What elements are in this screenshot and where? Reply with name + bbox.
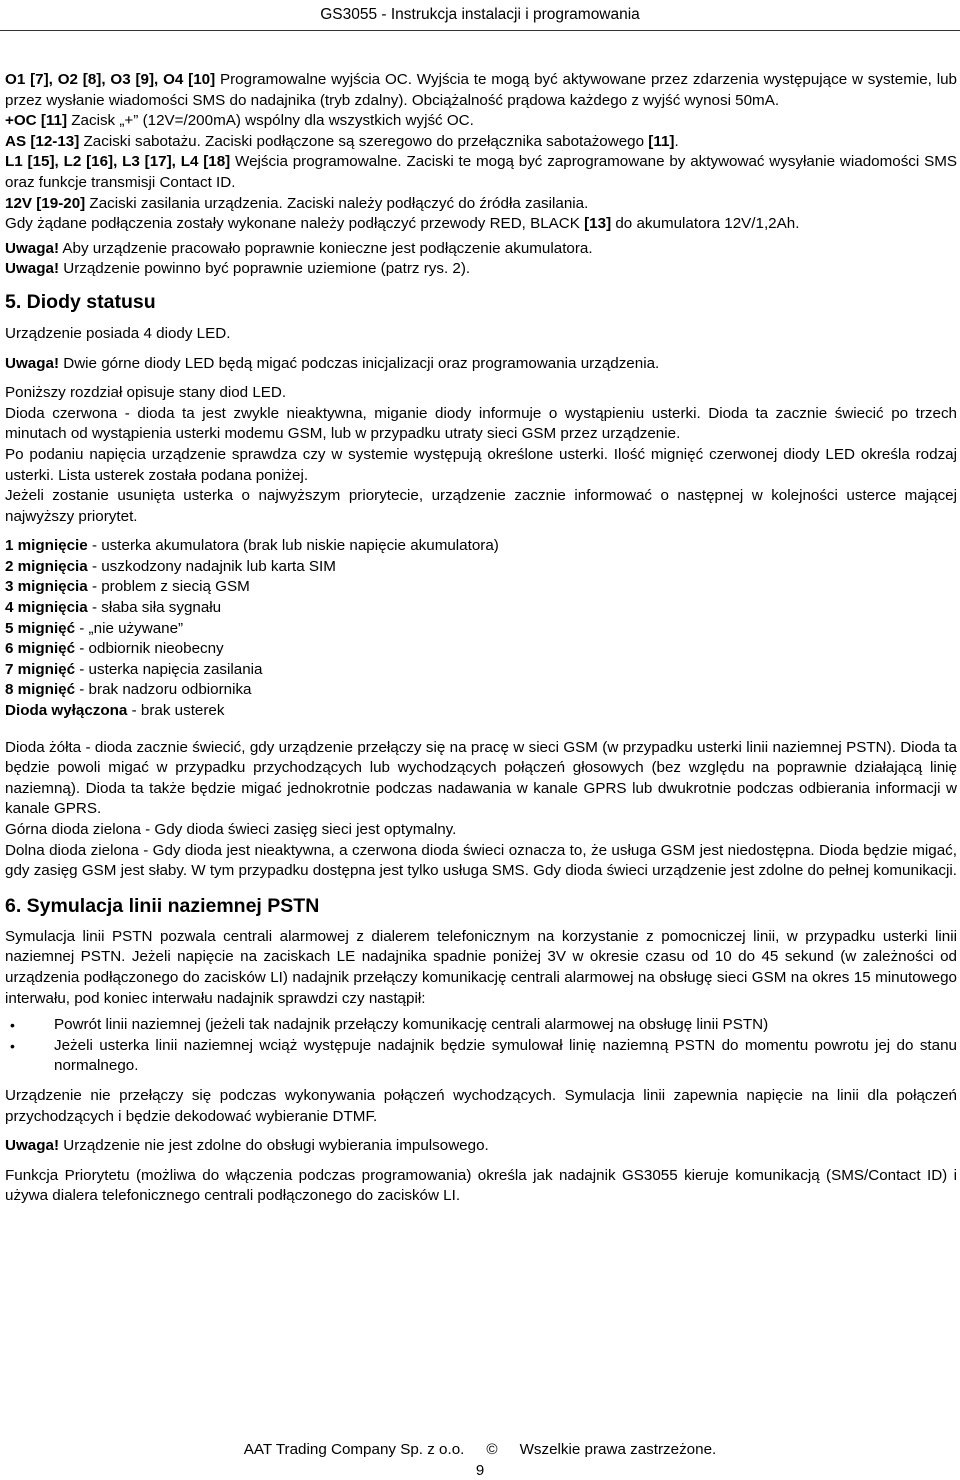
list-item: • Jeżeli usterka linii naziemnej wciąż występuje nadajnik będzie symulował linię naziemną PSTN do momentu powrotu jej do stanu normalnego. bbox=[10, 1036, 957, 1075]
page-footer bbox=[0, 1440, 960, 1460]
warning-label: Uwaga! bbox=[5, 354, 60, 372]
power-terminal-description: 12V [19-20] Zaciski zasilania urządzenia. Zaciski należy podłączyć do źródła zasilania. bbox=[5, 194, 589, 212]
outgoing-calls-note: Urządzenie nie przełączy się podczas wykonywania połączeń wychodzących. Symulacja linii zapewnia napięcie na linii dla połączeń przychodzących i będzie dekodować wybieranie DTMF. bbox=[5, 1086, 957, 1125]
list-item: 3 mignięcia - problem z siecią GSM bbox=[5, 578, 250, 596]
power-terminal-label: 12V [19-20] bbox=[5, 194, 86, 212]
pulse-dialing-warning: Uwaga! Urządzenie nie jest zdolne do obsługi wybierania impulsowego. bbox=[5, 1137, 489, 1155]
list-item: 1 mignięcie - usterka akumulatora (brak lub niskie napięcie akumulatora) bbox=[5, 537, 499, 555]
bottom-green-led-description: Dolna dioda zielona - Gdy dioda jest nieaktywna, a czerwona dioda świeci oznacza to, że usługa GSM jest niedostępna. Dioda będzie migać, gdy zasięg GSM jest słaby. W tym przypadku dostępna jest tylko usługa SMS. Gdy dioda świeci urządzenie jest zdolne do pełnej komunikacji. bbox=[5, 841, 957, 880]
section-5-heading: 5. Diody statusu bbox=[5, 290, 156, 313]
tamper-terminal-description: AS [12-13] Zaciski sabotażu. Zaciski podłączone są szeregowo do przełącznika sabotażowego [11]. bbox=[5, 132, 679, 150]
list-item: 2 mignięcia - uszkodzony nadajnik lub karta SIM bbox=[5, 557, 336, 575]
outputs-label: O1 [7], O2 [8], O3 [9], O4 [10] bbox=[5, 71, 216, 88]
list-item: 7 mignięć - usterka napięcia zasilania bbox=[5, 660, 263, 678]
list-item: 8 mignięć - brak nadzoru odbiornika bbox=[5, 681, 252, 699]
red-led-description: Dioda czerwona - dioda ta jest zwykle nieaktywna, miganie diody informuje o wystąpieniu usterki. Dioda ta zacznie świecić po trzech minutach od wystąpienia usterki modemu GSM, lub w przypadku utraty sieci GSM przez urządzenie. bbox=[5, 404, 957, 443]
company-name: AAT Trading Company Sp. z o.o. bbox=[243, 1441, 465, 1458]
led-count-intro: Urządzenie posiada 4 diody LED. bbox=[5, 324, 231, 342]
page-header bbox=[0, 0, 960, 31]
page-number: 9 bbox=[475, 1462, 485, 1479]
led-states-intro: Poniższy rozdział opisuje stany diod LED. bbox=[5, 384, 287, 402]
battery-warning: Uwaga! Aby urządzenie pracowało poprawnie konieczne jest podłączenie akumulatora. bbox=[5, 239, 593, 257]
bullet-icon: • bbox=[10, 1017, 15, 1034]
yellow-led-description: Dioda żółta - dioda zacznie świecić, gdy urządzenie przełączy się na pracę w sieci GSM (w przypadku usterki linii naziemnej PSTN). Dioda ta będzie powoli migać w przypadku przychodzących lub wychodzących połączeń głosowych (bez względu na poprawnie działającą linię naziemną). Dioda ta także będzie migać jednokrotnie podczas nadawania w kanale GPRS lub dwukrotnie podczas odbierania informacji w kanale GPRS. bbox=[5, 738, 957, 818]
bullet-icon: • bbox=[10, 1037, 15, 1054]
battery-connection-description: Gdy żądane podłączenia zostały wykonane należy podłączyć przewody RED, BLACK [13] do akumulatora 12V/1,2Ah. bbox=[5, 215, 800, 233]
grounding-warning: Uwaga! Urządzenie powinno być poprawnie uziemione (patrz rys. 2). bbox=[5, 260, 471, 278]
list-item: 5 mignięć - „nie używane” bbox=[5, 619, 184, 637]
pstn-check-list bbox=[5, 1015, 957, 1077]
led-blink-warning: Uwaga! Dwie górne diody LED będą migać podczas inicjalizacji oraz programowania urządzenia. bbox=[5, 354, 660, 372]
list-item: Dioda wyłączona - brak usterek bbox=[5, 702, 225, 720]
copyright-icon: © bbox=[486, 1441, 498, 1458]
pstn-simulation-description: Symulacja linii PSTN pozwala centrali alarmowej z dialerem telefonicznym na korzystanie z pomocniczej linii, w przypadku usterki linii naziemnej PSTN. Jeżeli napięcie na zaciskach LE nadajnika spadnie poniżej 3V w okresie czasu od 10 do 45 sekund (w zależności od urządzenia podłączonego do zacisków LI) nadajnik przełączy komunikację centrali alarmowej na obsługę sieci GSM na okres 15 minutowego interwału, pod koniec interwału nadajnik sprawdzi czy nastąpił: bbox=[5, 927, 957, 1007]
warning-label: Uwaga! bbox=[5, 260, 60, 278]
top-green-led-description: Górna dioda zielona - Gdy dioda świeci zasięg sieci jest optymalny. bbox=[5, 821, 457, 838]
power-check-description: Po podaniu napięcia urządzenie sprawdza czy w systemie występują określone usterki. Ilość mignięć czerwonej diody LED określa rodzaj usterki. Lista usterek została podana poniżej. bbox=[5, 445, 957, 484]
list-item: 6 mignięć - odbiornik nieobecny bbox=[5, 640, 224, 658]
rights-text: Wszelkie prawa zastrzeżone. bbox=[519, 1441, 717, 1458]
oc-terminal-label: +OC [11] bbox=[5, 112, 68, 130]
oc-terminal-description: +OC [11] Zacisk „+” (12V=/200mA) wspólny dla wszystkich wyjść OC. bbox=[5, 112, 474, 130]
inputs-label: L1 [15], L2 [16], L3 [17], L4 [18] bbox=[5, 153, 231, 171]
outputs-description: O1 [7], O2 [8], O3 [9], O4 [10] Programowalne wyjścia OC. Wyjścia te mogą być aktywowane przez zdarzenia występujące w systemie, lub przez wysłanie wiadomości SMS do nadajnika (tryb zdalny). Obciążalność prądowa każdego z wyjść wynosi 50mA. bbox=[5, 71, 957, 109]
tamper-terminal-label: AS [12-13] bbox=[5, 132, 80, 150]
fault-priority-description: Jeżeli zostanie usunięta usterka o najwyższym priorytecie, urządzenie zacznie informować o następnej w kolejności usterce mającej najwyższy priorytet. bbox=[5, 487, 957, 525]
list-item: 4 mignięcia - słaba siła sygnału bbox=[5, 599, 222, 617]
priority-function-description: Funkcja Priorytetu (możliwa do włączenia podczas programowania) określa jak nadajnik GS3055 kieruje komunikacją (SMS/Contact ID) i używa dialera telefonicznego centrali podłączonego do zacisków LI. bbox=[5, 1166, 957, 1205]
warning-label: Uwaga! bbox=[5, 1137, 60, 1155]
page-content bbox=[5, 70, 957, 1207]
document-title: GS3055 - Instrukcja instalacji i programowania bbox=[320, 6, 640, 23]
warning-label: Uwaga! bbox=[5, 239, 60, 257]
fault-list bbox=[5, 536, 957, 721]
section-6-heading: 6. Symulacja linii naziemnej PSTN bbox=[5, 894, 320, 917]
inputs-description: L1 [15], L2 [16], L3 [17], L4 [18] Wejścia programowalne. Zaciski te mogą być zaprogramowane by aktywować wysyłanie wiadomości SMS oraz funkcje transmisji Contact ID. bbox=[5, 153, 957, 191]
list-item: • Powrót linii naziemnej (jeżeli tak nadajnik przełączy komunikację centrali alarmowej na obsługę linii PSTN) bbox=[5, 1015, 957, 1036]
